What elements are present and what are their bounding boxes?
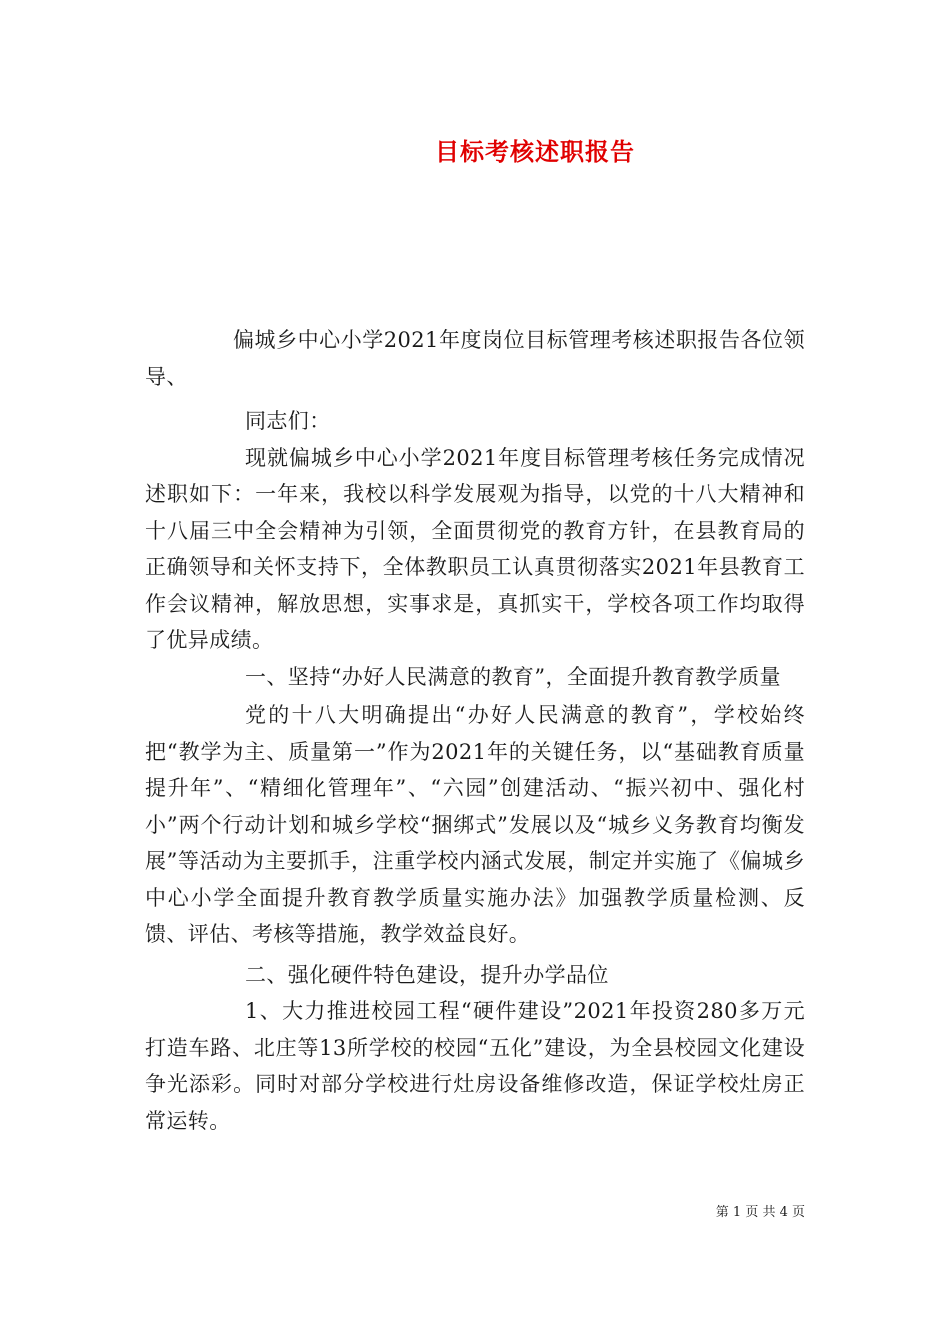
document-title: 目标考核述职报告 bbox=[435, 137, 635, 166]
section-2-heading: 二、强化硬件特色建设，提升办学品位 bbox=[245, 962, 609, 987]
intro-heading-paragraph: 偏城乡中心小学2021年度岗位目标管理考核述职报告各位领导、 bbox=[145, 328, 805, 389]
section-1-paragraph: 党的十八大明确提出“办好人民满意的教育”，学校始终把“教学为主、质量第一”作为2021年的关键任务，以“基础教育质量提升年”、“精细化管理年”、“六园”创建活动、“振兴初中、强化村小”两个行动计划和城乡学校“捆绑式”发展以及“城乡义务教育均衡发展”等活动为主要抓手，注重学校内涵式发展，制定并实施了《偏城乡中心小学全面提升教育教学质量实施办法》加强教学质量检测、反馈、评估、考核等措施，教学效益良好。 bbox=[145, 703, 805, 946]
document-body bbox=[145, 322, 805, 1139]
section-1-heading: 一、坚持“办好人民满意的教育”，全面提升教育教学质量 bbox=[245, 664, 781, 689]
page-footer: 第 1 页 共 4 页 bbox=[715, 1205, 805, 1220]
salutation-paragraph: 同志们： bbox=[245, 409, 331, 433]
section-2-item-1-paragraph: 1、大力推进校园工程“硬件建设”2021年投资280多万元打造车路、北庄等13所学校的校园“五化”建设，为全县校园文化建设争光添彩。同时对部分学校进行灶房设备维修改造，保证学校灶房正常运转。 bbox=[145, 999, 805, 1133]
summary-paragraph: 现就偏城乡中心小学2021年度目标管理考核任务完成情况述职如下：一年来，我校以科学发展观为指导，以党的十八大精神和十八届三中全会精神为引领，全面贯彻党的教育方针，在县教育局的正确领导和关怀支持下，全体教职员工认真贯彻落实2021年县教育工作会议精神，解放思想，实事求是，真抓实干，学校各项工作均取得了优异成绩。 bbox=[145, 445, 805, 652]
